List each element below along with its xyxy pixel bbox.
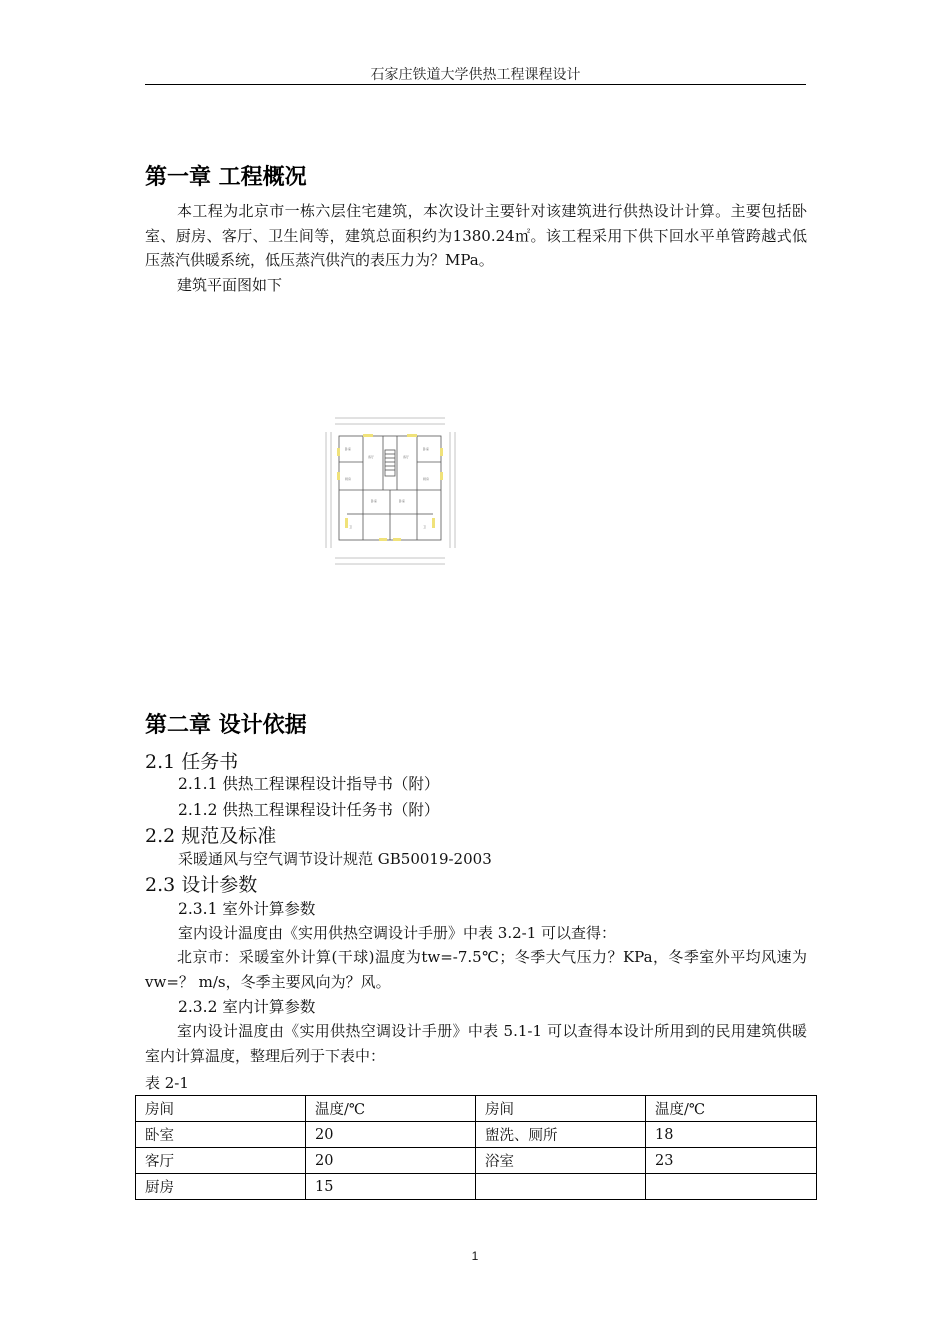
table-row — [136, 1148, 817, 1174]
svg-text:卧室: 卧室 — [345, 447, 352, 451]
temperature-table — [135, 1095, 817, 1200]
svg-text:客厅: 客厅 — [368, 455, 375, 459]
floor-plan-image — [323, 410, 458, 570]
table-cell: 房间 — [476, 1096, 646, 1122]
outdoor-source-text: 室内设计温度由《实用供热空调设计手册》中表 3.2-1 可以查得： — [178, 924, 617, 942]
svg-text:卫: 卫 — [349, 525, 353, 529]
table-cell: 浴室 — [476, 1148, 646, 1174]
standard-reference: 采暖通风与空气调节设计规范 GB50019-2003 — [178, 850, 492, 868]
table-cell: 18 — [646, 1122, 817, 1148]
table-cell — [646, 1174, 817, 1200]
table-row — [136, 1122, 817, 1148]
section-2-3-heading: 2.3 设计参数 — [145, 874, 258, 896]
chapter1-paragraph: 本工程为北京市一栋六层住宅建筑，本次设计主要针对该建筑进行供热设计计算。主要包括卧室、厨房、客厅、卫生间等，建筑总面积约为1380.24㎡。该工程采用下供下回水平单管跨越式低压蒸汽供暖系统，低压蒸汽供汽的表压力为？MPa。 — [145, 202, 807, 269]
header-rule — [145, 84, 806, 85]
svg-text:客厅: 客厅 — [403, 455, 410, 459]
section-2-1-heading: 2.1 任务书 — [145, 751, 239, 773]
svg-text:卧室: 卧室 — [399, 499, 406, 503]
table-cell: 房间 — [136, 1096, 306, 1122]
table-cell: 卧室 — [136, 1122, 306, 1148]
svg-text:卧室: 卧室 — [423, 447, 430, 451]
table-cell: 20 — [306, 1148, 476, 1174]
indoor-params-paragraph: 室内设计温度由《实用供热空调设计手册》中表 5.1-1 可以查得本设计所用到的民用建筑供暖室内计算温度，整理后列于下表中： — [145, 1022, 807, 1065]
table-cell — [476, 1174, 646, 1200]
table-cell: 20 — [306, 1122, 476, 1148]
floor-plan-intro: 建筑平面图如下 — [177, 276, 283, 294]
chapter2-title: 第二章 设计依据 — [145, 713, 307, 738]
chapter1-title: 第一章 工程概况 — [145, 165, 307, 190]
svg-text:卫: 卫 — [423, 525, 427, 529]
outdoor-params-paragraph: 北京市：采暖室外计算(干球)温度为tw=-7.5℃；冬季大气压力？KPa，冬季室外平均风速为vw=？ m/s，冬季主要风向为？风。 — [145, 948, 807, 991]
section-2-3-1-heading: 2.3.1 室外计算参数 — [178, 900, 316, 918]
section-2-2-heading: 2.2 规范及标准 — [145, 825, 277, 847]
page-header: 石家庄铁道大学供热工程课程设计 — [370, 67, 581, 83]
section-2-3-2-heading: 2.3.2 室内计算参数 — [178, 998, 316, 1016]
page-number: 1 — [471, 1249, 479, 1263]
table-row — [136, 1096, 817, 1122]
svg-text:厨房: 厨房 — [423, 477, 430, 481]
section-2-1-2-heading: 2.1.2 供热工程课程设计任务书（附） — [178, 801, 440, 819]
table-cell: 厨房 — [136, 1174, 306, 1200]
table-cell: 温度/℃ — [646, 1096, 817, 1122]
table-row — [136, 1174, 817, 1200]
section-2-1-1-heading: 2.1.1 供热工程课程设计指导书（附） — [178, 775, 440, 793]
svg-text:厨房: 厨房 — [345, 477, 352, 481]
table-cell: 23 — [646, 1148, 817, 1174]
table-cell: 15 — [306, 1174, 476, 1200]
table-cell: 盥洗、厕所 — [476, 1122, 646, 1148]
svg-text:卧室: 卧室 — [371, 499, 378, 503]
table-cell: 客厅 — [136, 1148, 306, 1174]
table-caption: 表 2-1 — [145, 1074, 189, 1092]
table-cell: 温度/℃ — [306, 1096, 476, 1122]
